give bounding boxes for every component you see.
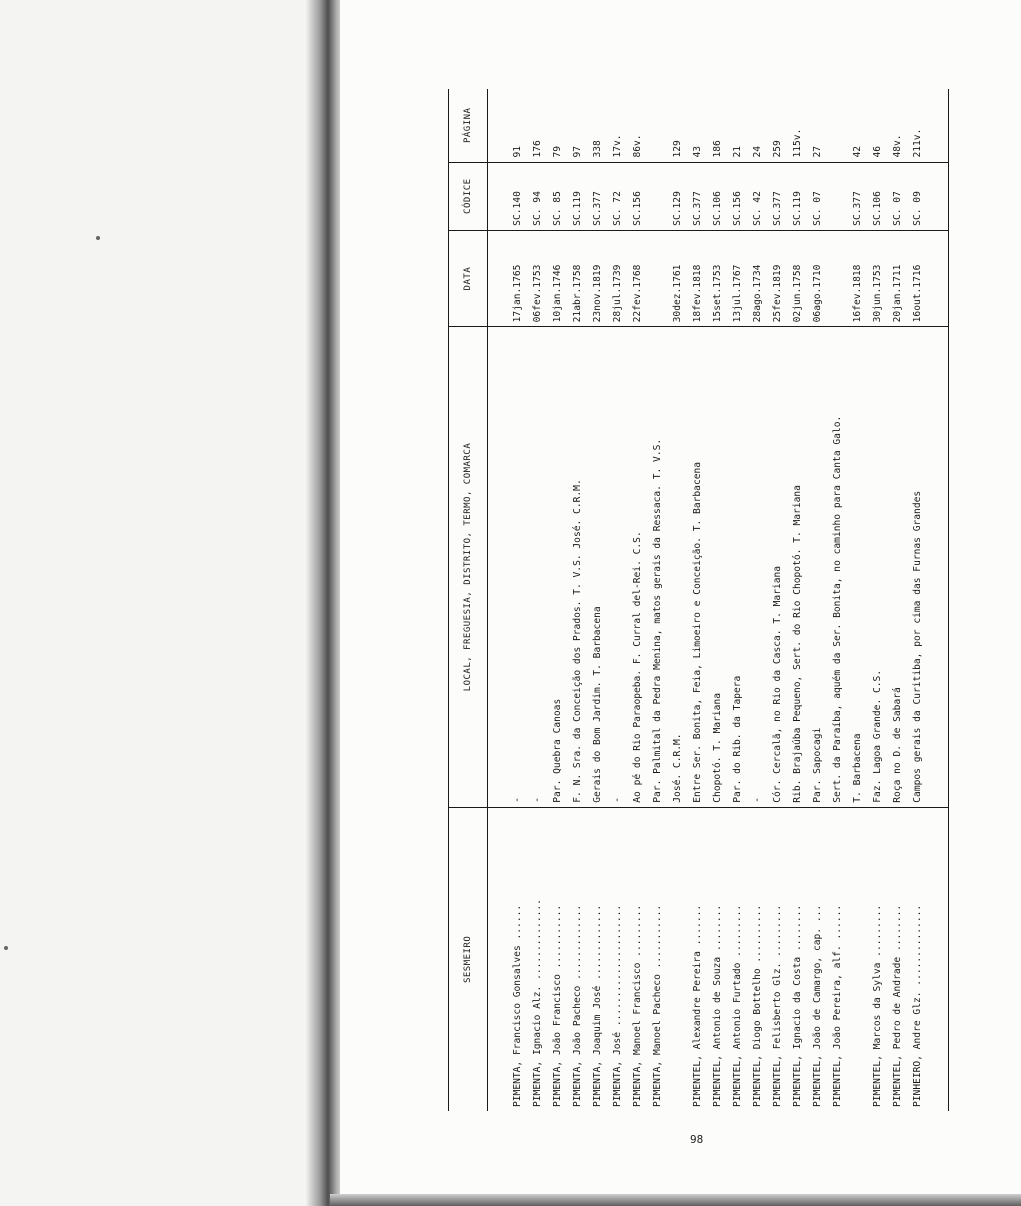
cell-data [648, 230, 668, 327]
cell-pagina: 42 [848, 89, 868, 162]
cell-pagina: 46 [868, 89, 888, 162]
cell-local: - [748, 327, 768, 807]
cell-pagina: 79 [548, 89, 568, 162]
table-row [528, 89, 548, 1111]
table-row [808, 89, 828, 1111]
cell-pagina: 115v. [788, 89, 808, 162]
cell-codice: SC.106 [868, 162, 888, 230]
table-row [508, 89, 528, 1111]
cell-local: Chopotó. T. Mariana [708, 327, 728, 807]
table-row [548, 89, 568, 1111]
cell-data [928, 230, 949, 327]
cell-sesmeiro [488, 807, 509, 1111]
cell-sesmeiro: PIMENTA, José ..................... [612, 904, 623, 1107]
cell-codice: SC.106 [708, 162, 728, 230]
header-codice: CÓDICE [449, 162, 488, 230]
cell-pagina: 17v. [608, 89, 628, 162]
cell-data: 17jan.1765 [508, 230, 528, 327]
cell-data: 15set.1753 [708, 230, 728, 327]
cell-codice: SC.377 [848, 162, 868, 230]
cell-pagina: 97 [568, 89, 588, 162]
cell-local: - [508, 327, 528, 807]
cell-data: 28ago.1734 [748, 230, 768, 327]
cell-codice: SC.140 [508, 162, 528, 230]
cell-sesmeiro: PIMENTEL, João de Camargo, cap. ... [812, 904, 823, 1107]
cell-data: 16fev.1818 [848, 230, 868, 327]
cell-sesmeiro: PIMENTA, Francisco Gonsalves ...... [512, 904, 523, 1107]
cell-data: 25fev.1819 [768, 230, 788, 327]
cell-local: Par. Sapocagi [808, 327, 828, 807]
cell-sesmeiro [668, 807, 688, 1111]
cell-sesmeiro: PIMENTEL, Ignacio da Costa ........ [792, 904, 803, 1107]
cell-data: 30jun.1753 [868, 230, 888, 327]
cell-local: - [528, 327, 548, 807]
cell-data: 28jul.1739 [608, 230, 628, 327]
table-row [768, 89, 788, 1111]
cell-sesmeiro [928, 807, 949, 1111]
header-data: DATA [449, 230, 488, 327]
cell-pagina: 24 [748, 89, 768, 162]
cell-local: Cór. Cercalã, no Rio da Casca. T. Mariana [768, 327, 788, 807]
page-bottom-edge [330, 1194, 1021, 1206]
cell-data: 20jan.1711 [888, 230, 908, 327]
paper-speck [4, 946, 8, 950]
cell-codice: SC.156 [628, 162, 648, 230]
cell-data [488, 230, 509, 327]
cell-sesmeiro: PINHEIRO, Andre Glz. .............. [912, 904, 923, 1107]
cell-local: Par. do Rib. da Tapera [728, 327, 748, 807]
cell-pagina [928, 89, 949, 162]
cell-codice: SC.377 [768, 162, 788, 230]
cell-local: Roça no D. de Sabará [888, 327, 908, 807]
left-page-blank [0, 0, 322, 1206]
cell-codice [928, 162, 949, 230]
cell-sesmeiro: PIMENTEL, Antonio de Souza ........ [712, 904, 723, 1107]
cell-sesmeiro: PIMENTEL, Antonio Furtado ......... [732, 904, 743, 1107]
table-row [788, 89, 808, 1111]
cell-local: Rib. Brajaúba Pequeno, Sert. do Rio Chopotó. T. Mariana [788, 327, 808, 807]
cell-codice [488, 162, 509, 230]
cell-data: 16out.1716 [908, 230, 928, 327]
table-row [908, 89, 928, 1111]
table-row [848, 89, 868, 1111]
cell-local: Faz. Lagoa Grande. C.S. [868, 327, 888, 807]
table-row [708, 89, 728, 1111]
cell-sesmeiro: PIMENTEL, Pedro de Andrade ........ [892, 904, 903, 1107]
cell-sesmeiro: PIMENTA, Joaquim José ............. [592, 904, 603, 1107]
header-local: LOCAL, FREGUESIA, DISTRITO, TERMO, COMARCA [449, 327, 488, 807]
cell-codice: SC. 72 [608, 162, 628, 230]
cell-codice: SC. 94 [528, 162, 548, 230]
header-sesmeiro: SESMEIRO [449, 807, 488, 1111]
paper-speck [96, 236, 100, 240]
cell-codice: SC.119 [788, 162, 808, 230]
table-row [668, 89, 688, 1111]
cell-pagina: 211v. [908, 89, 928, 162]
cell-data: 21abr.1758 [568, 230, 588, 327]
cell-pagina: 21 [728, 89, 748, 162]
sesmarias-register-table [448, 89, 949, 1111]
table-body [488, 89, 949, 1111]
cell-codice [828, 162, 848, 230]
cell-local [488, 327, 509, 807]
table-row [488, 89, 509, 1111]
cell-sesmeiro: PIMENTEL, Felisberto Glz. ......... [772, 904, 783, 1107]
cell-sesmeiro: PIMENTEL, Diogo Bottelho .......... [752, 904, 763, 1107]
cell-local: - [608, 327, 628, 807]
cell-codice: SC.377 [688, 162, 708, 230]
table-row [568, 89, 588, 1111]
cell-data: 30dez.1761 [668, 230, 688, 327]
cell-local: Par. Quebra Canoas [548, 327, 568, 807]
cell-codice: SC.129 [668, 162, 688, 230]
cell-pagina [488, 89, 509, 162]
table-row [828, 89, 848, 1111]
cell-sesmeiro: PIMENTEL, Marcos da Sylva ......... [872, 904, 883, 1107]
cell-pagina: 176 [528, 89, 548, 162]
table-row [868, 89, 888, 1111]
cell-local: T. Barbacena [848, 327, 868, 807]
rotated-table-container [448, 89, 966, 1111]
table-row [628, 89, 648, 1111]
cell-data: 18fev.1818 [688, 230, 708, 327]
cell-data: 13jul.1767 [728, 230, 748, 327]
cell-codice: SC. 07 [808, 162, 828, 230]
cell-sesmeiro: PIMENTA, Ignacio Alz. .............. [532, 899, 543, 1107]
cell-pagina: 186 [708, 89, 728, 162]
table-row [888, 89, 908, 1111]
cell-local: F. N. Sra. da Conceição dos Prados. T. V.S. José. C.R.M. [568, 327, 588, 807]
cell-pagina: 91 [508, 89, 528, 162]
cell-data: 02jun.1758 [788, 230, 808, 327]
cell-codice: SC.119 [568, 162, 588, 230]
cell-data: 10jan.1746 [548, 230, 568, 327]
cell-local: José. C.R.M. [668, 327, 688, 807]
cell-pagina [828, 89, 848, 162]
cell-pagina: 27 [808, 89, 828, 162]
cell-codice: SC. 42 [748, 162, 768, 230]
cell-sesmeiro: PIMENTA, Manoel Pacheco ........... [652, 904, 663, 1107]
cell-sesmeiro: PIMENTA, João Pacheco ............. [572, 904, 583, 1107]
cell-pagina: 86v. [628, 89, 648, 162]
cell-sesmeiro: PIMENTEL, Alexandre Pereira ....... [692, 904, 703, 1107]
cell-local: Campos gerais da Curitiba, por cima das Furnas Grandes [908, 327, 928, 807]
cell-sesmeiro: PIMENTA, Manoel Francisco ......... [632, 904, 643, 1107]
cell-sesmeiro: PIMENTEL, João Pereira, alf. ...... [832, 904, 843, 1107]
cell-local: Gerais do Bom Jardim. T. Barbacena [588, 327, 608, 807]
cell-codice: SC. 07 [888, 162, 908, 230]
cell-codice: SC. 09 [908, 162, 928, 230]
table-row [648, 89, 668, 1111]
header-pagina: PÁGINA [449, 89, 488, 162]
cell-pagina: 43 [688, 89, 708, 162]
cell-codice: SC.156 [728, 162, 748, 230]
cell-data: 23nov.1819 [588, 230, 608, 327]
table-row [588, 89, 608, 1111]
cell-data [828, 230, 848, 327]
table-header-row [449, 89, 488, 1111]
cell-pagina: 129 [668, 89, 688, 162]
cell-pagina: 48v. [888, 89, 908, 162]
table-row [928, 89, 949, 1111]
cell-data: 22fev.1768 [628, 230, 648, 327]
cell-codice: SC.377 [588, 162, 608, 230]
cell-codice [648, 162, 668, 230]
table-row [688, 89, 708, 1111]
cell-local: Entre Ser. Bonita, Feia, Limoeiro e Conceição. T. Barbacena [688, 327, 708, 807]
table-row [608, 89, 628, 1111]
cell-local: Ao pé do Rio Paraopeba. F. Curral del-Rei. C.S. [628, 327, 648, 807]
table-row [748, 89, 768, 1111]
cell-pagina [648, 89, 668, 162]
cell-data: 06ago.1710 [808, 230, 828, 327]
table-row [728, 89, 748, 1111]
cell-pagina: 338 [588, 89, 608, 162]
cell-data: 06fev.1753 [528, 230, 548, 327]
cell-pagina: 259 [768, 89, 788, 162]
cell-sesmeiro: PIMENTA, João Francisco ........... [552, 904, 563, 1107]
cell-local: Sert. da Paraíba, aquém da Ser. Bonita, no caminho para Canta Galo. [828, 327, 848, 807]
cell-sesmeiro [848, 807, 868, 1111]
cell-codice: SC. 85 [548, 162, 568, 230]
cell-local [928, 327, 949, 807]
cell-local: Par. Palmital da Pedra Menina, matos gerais da Ressaca. T. V.S. [648, 327, 668, 807]
page-number: 98 [690, 1133, 704, 1146]
